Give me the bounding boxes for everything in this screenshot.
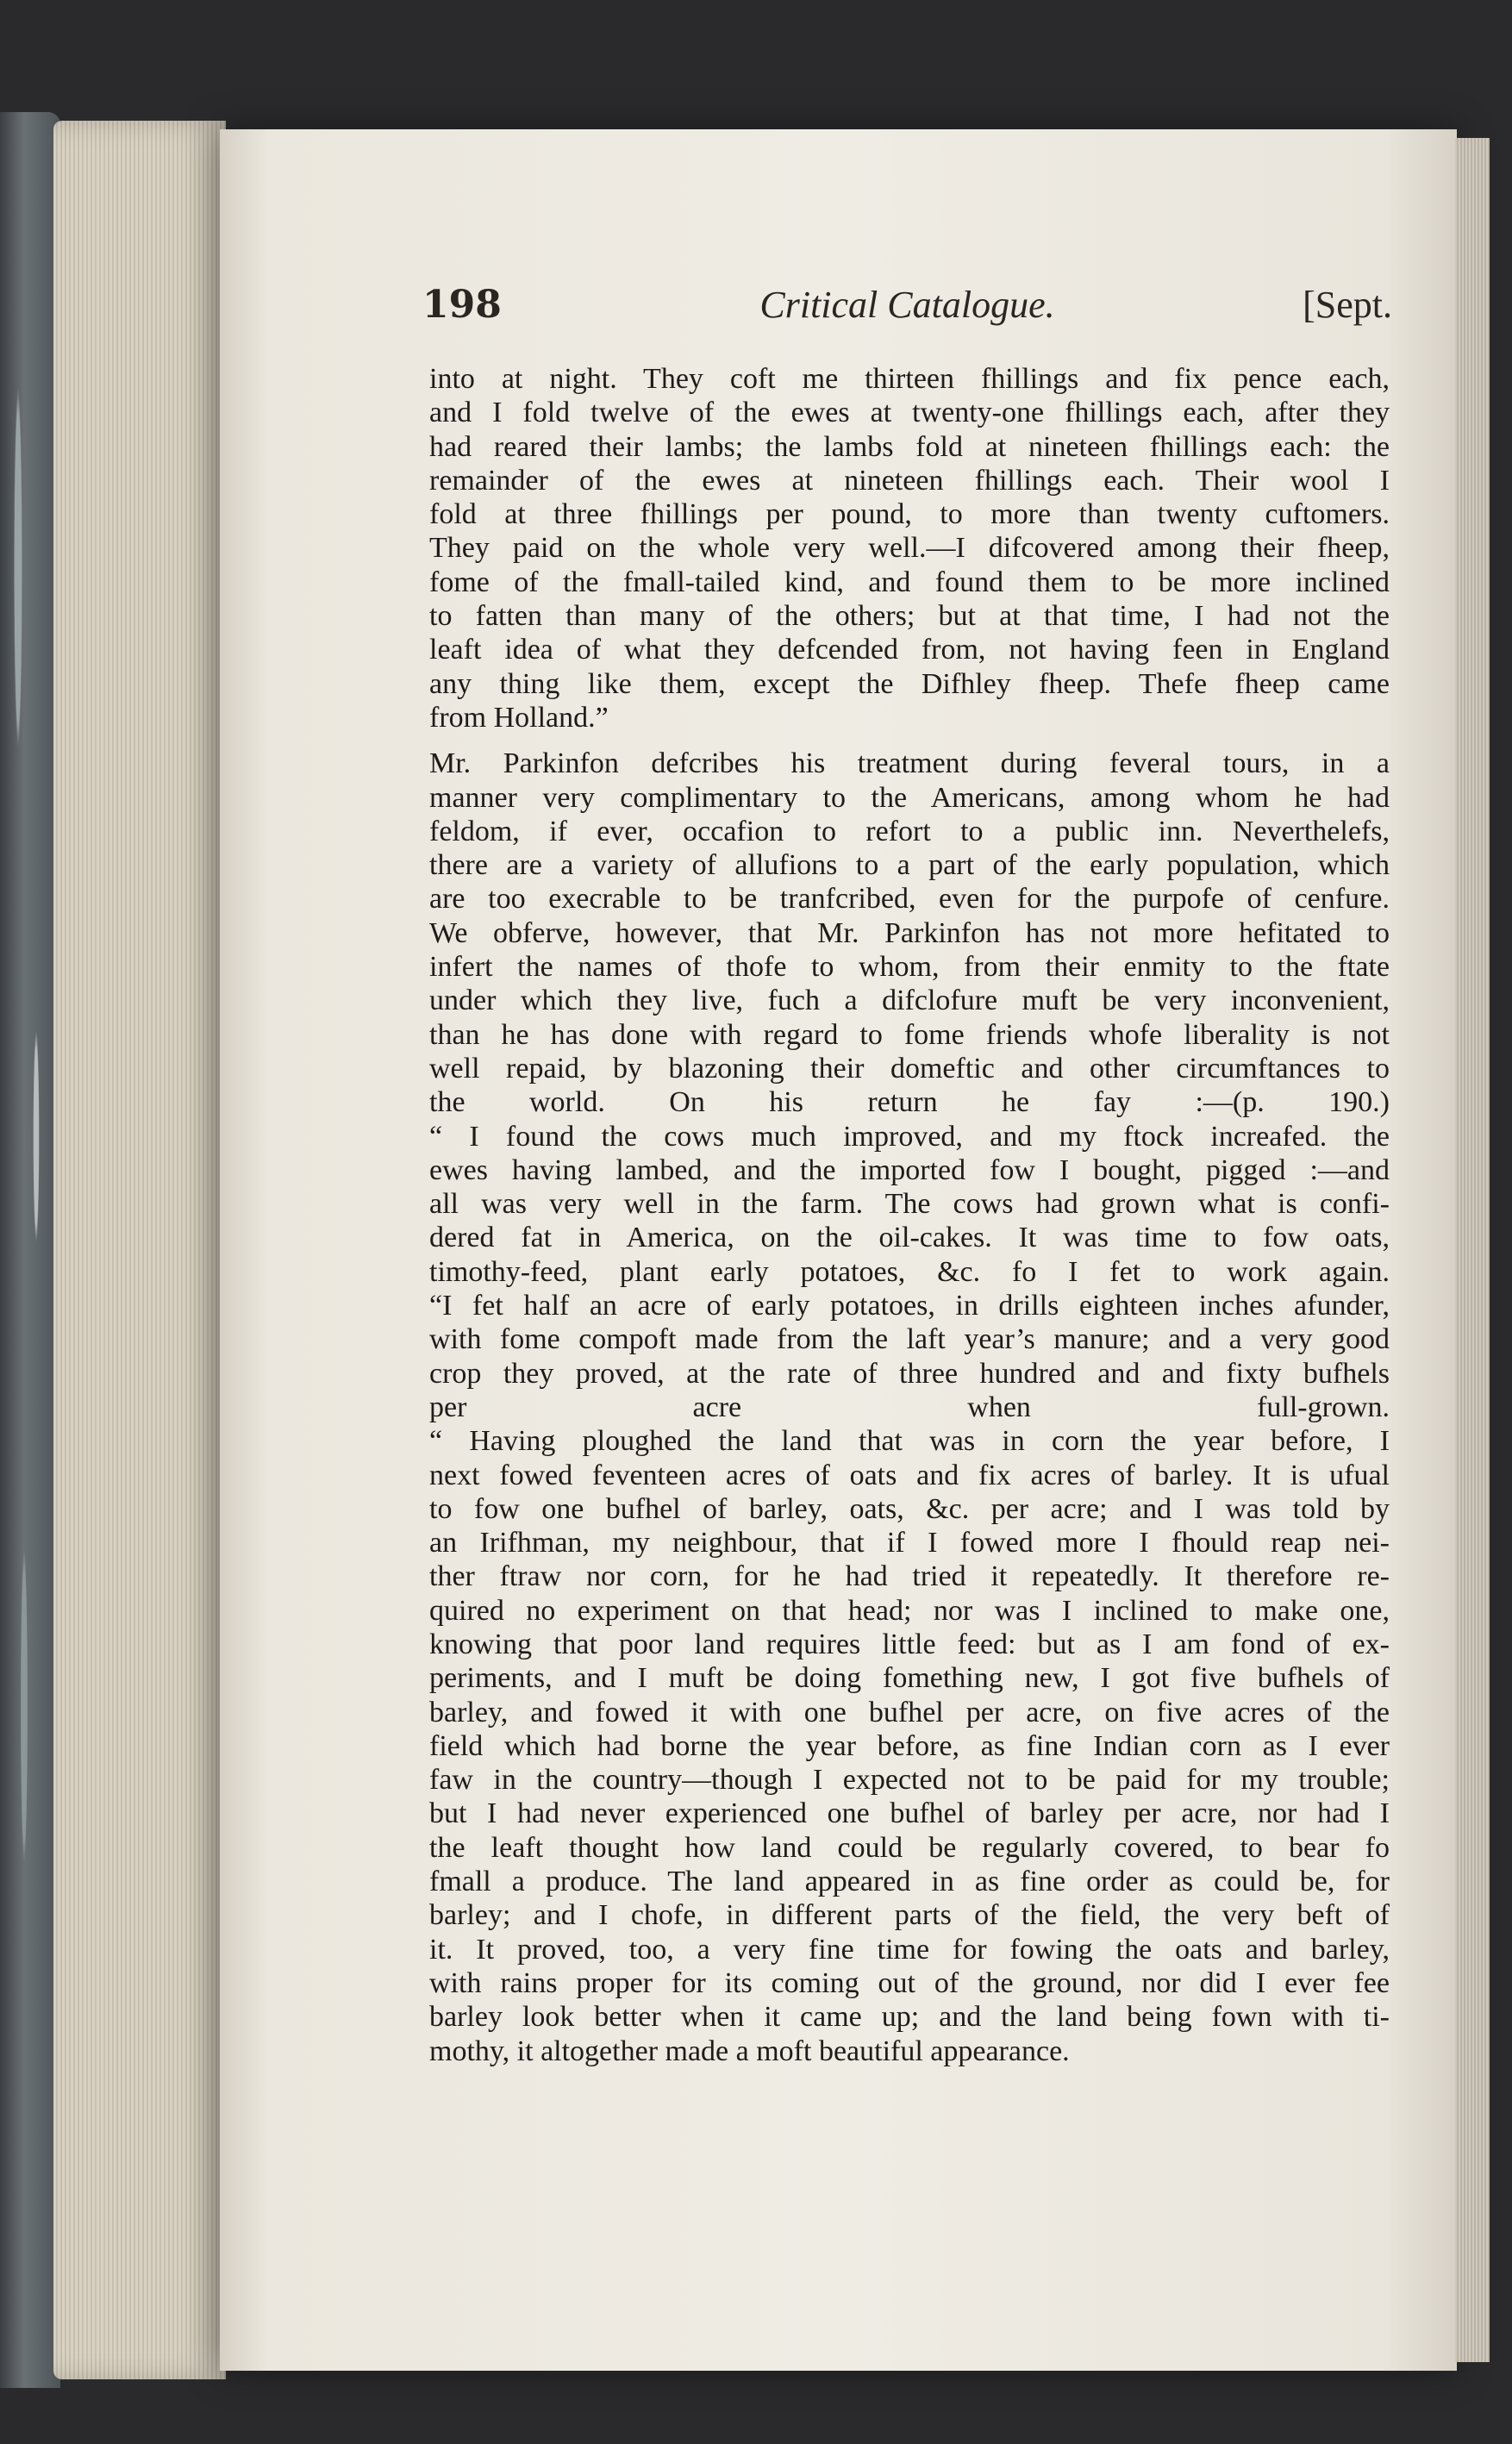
page-number: 198 [422, 283, 502, 327]
text-line: but I had never experienced one bufhel of barley per acre, nor had I [429, 1797, 1390, 1830]
text-line: to fow one bufhel of barley, oats, &c. per acre; and I was told by [429, 1492, 1390, 1525]
text-line: fome of the fmall-tailed kind, and found them to be more inclined [429, 566, 1390, 598]
text-line: feldom, if ever, occafion to refort to a public inn. Neverthelefs, [429, 815, 1390, 847]
text-line: had reared their lambs; the lambs fold at nineteen fhillings each: the [429, 430, 1390, 463]
text-line: dered fat in America, on the oil-cakes. It was time to fow oats, [429, 1222, 1390, 1254]
text-line: remainder of the ewes at nineteen fhillings each. Their wool I [429, 464, 1390, 497]
text-line: with fome compoft made from the laft year’s manure; and a very good [429, 1323, 1390, 1356]
text-line: fold at three fhillings per pound, to more than twenty cuftomers. [429, 498, 1390, 531]
text-line: all was very well in the farm. The cows had grown what is confi- [429, 1188, 1390, 1221]
running-month: [Sept. [1303, 284, 1392, 326]
text-line: well repaid, by blazoning their domeftic and other circumftances to [429, 1052, 1390, 1084]
text-line: leaft idea of what they defcended from, not having feen in England [429, 634, 1390, 666]
text-line: there are a variety of allufions to a part of the early population, which [429, 849, 1390, 882]
text-line: ewes having lambed, and the imported fow I bought, pigged :—and [429, 1153, 1390, 1186]
text-line: crop they proved, at the rate of three hundred and and fixty bufhels [429, 1357, 1390, 1390]
text-line: “ I found the cows much improved, and my ftock increafed. the [429, 1120, 1390, 1153]
text-line: Mr. Parkinfon defcribes his treatment during feveral tours, in a [429, 747, 1390, 780]
body-text [429, 362, 1390, 2068]
text-line: the world. On his return he fay :—(p. 190.) [429, 1086, 1390, 1119]
text-line: it. It proved, too, a very fine time for fowing the oats and barley, [429, 1933, 1390, 1966]
text-line: into at night. They coft me thirteen fhillings and fix pence each, [429, 363, 1390, 395]
text-line: “I fet half an acre of early potatoes, in drills eighteen inches afunder, [429, 1290, 1390, 1322]
text-line: mothy, it altogether made a moft beautiful appearance. [429, 2035, 1070, 2067]
right-page-edges [1455, 138, 1490, 2362]
text-line: and I fold twelve of the ewes at twenty-one fhillings each, after they [429, 397, 1390, 429]
text-line: an Irifhman, my neighbour, that if I fowed more I fhould reap nei- [429, 1527, 1390, 1560]
text-line: barley; and I chofe, in different parts of the field, the very beft of [429, 1899, 1390, 1932]
running-header [422, 283, 1392, 334]
running-title: Critical Catalogue. [759, 284, 1055, 326]
text-line: per acre when full-grown. [429, 1391, 1390, 1423]
text-line: knowing that poor land requires little feed: but as I am fond of ex- [429, 1628, 1390, 1660]
text-line: with rains proper for its coming out of the ground, nor did I ever fee [429, 1966, 1390, 1999]
book-cover-edge [0, 112, 60, 2388]
text-line: periments, and I muft be doing fomething new, I got five bufhels of [429, 1662, 1390, 1695]
page-block-edges [53, 121, 226, 2379]
text-line: “ Having ploughed the land that was in corn the year before, I [429, 1425, 1390, 1458]
text-line: infert the names of thofe to whom, from their enmity to the ftate [429, 951, 1390, 984]
text-line: faw in the country—though I expected not to be paid for my trouble; [429, 1764, 1390, 1797]
text-line: ther ftraw nor corn, for he had tried it repeatedly. It therefore re- [429, 1560, 1390, 1593]
text-line: the leaft thought how land could be regularly covered, to bear fo [429, 1831, 1390, 1864]
text-line: to fatten than many of the others; but at that time, I had not the [429, 600, 1390, 633]
text-line: next fowed feventeen acres of oats and fix acres of barley. It is ufual [429, 1459, 1390, 1491]
paragraph-gap [429, 734, 1390, 747]
text-line: timothy-feed, plant early potatoes, &c. fo I fet to work again. [429, 1255, 1390, 1288]
text-line: fmall a produce. The land appeared in as fine order as could be, for [429, 1866, 1390, 1898]
text-line: We obferve, however, that Mr. Parkinfon has not more hefitated to [429, 916, 1390, 949]
text-line: than he has done with regard to fome friends whofe liberality is not [429, 1018, 1390, 1051]
text-line: manner very complimentary to the Americans, among whom he had [429, 781, 1390, 814]
text-line: from Holland.” [429, 701, 609, 734]
text-line: field which had borne the year before, as fine Indian corn as I ever [429, 1729, 1390, 1762]
text-line: under which they live, fuch a difclofure muft be very inconvenient, [429, 984, 1390, 1017]
text-line: barley look better when it came up; and the land being fown with ti- [429, 2001, 1390, 2034]
text-line: They paid on the whole very well.—I difcovered among their fheep, [429, 532, 1390, 565]
paragraph [429, 747, 1390, 2068]
paragraph [429, 362, 1390, 734]
text-line: quired no experiment on that head; nor was I inclined to make one, [429, 1594, 1390, 1627]
text-line: are too execrable to be tranfcribed, even for the purpofe of cenfure. [429, 883, 1390, 916]
text-line: barley, and fowed it with one bufhel per acre, on five acres of the [429, 1696, 1390, 1728]
text-line: any thing like them, except the Difhley fheep. Thefe fheep came [429, 667, 1390, 700]
